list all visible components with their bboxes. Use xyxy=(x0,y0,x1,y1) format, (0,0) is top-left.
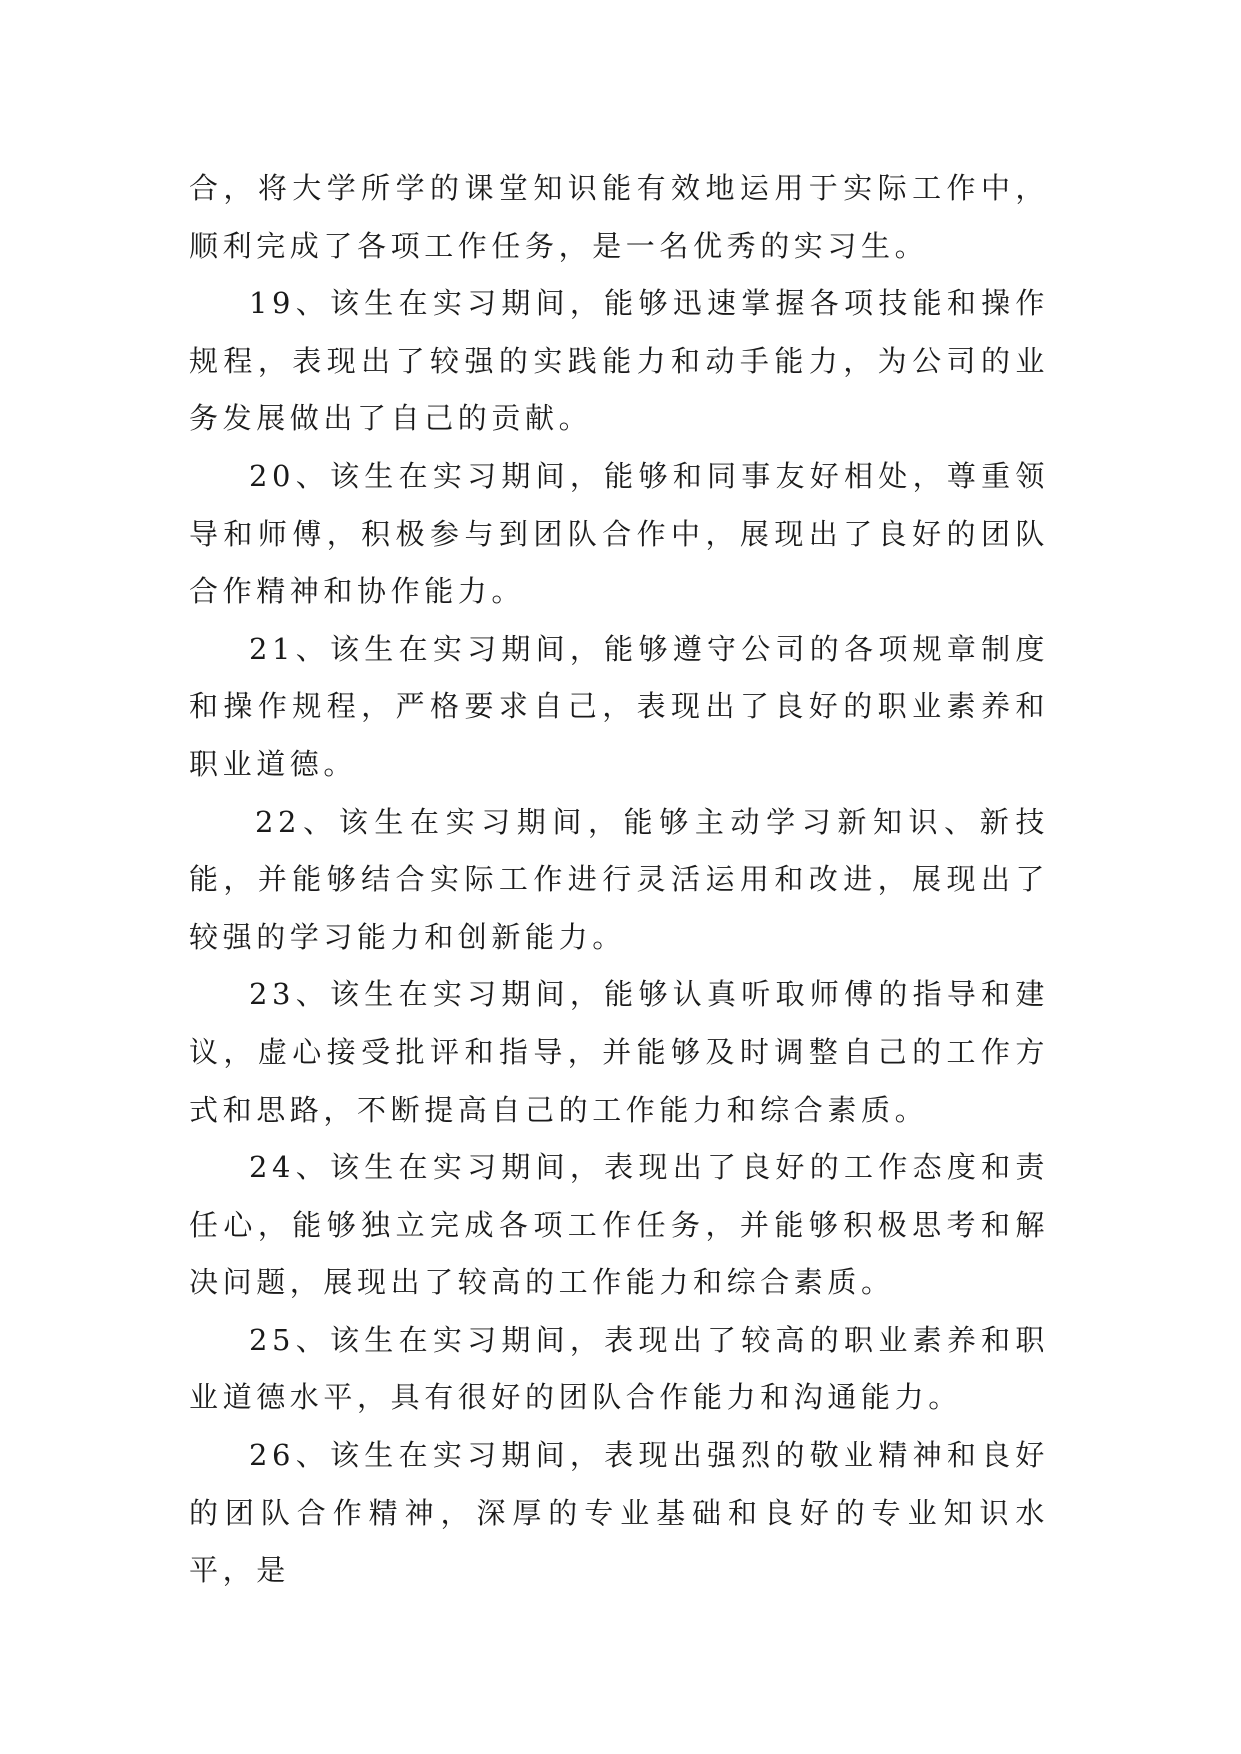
paragraph-24: 24、该生在实习期间，表现出了良好的工作态度和责任心，能够独立完成各项工作任务，并能够积极思考和解决问题，展现出了较高的工作能力和综合素质。 xyxy=(189,1150,1049,1300)
document-body xyxy=(189,160,1049,1600)
paragraph-20: 20、该生在实习期间，能够和同事友好相处，尊重领导和师傅，积极参与到团队合作中，展现出了良好的团队合作精神和协作能力。 xyxy=(189,458,1049,609)
paragraph-25: 25、该生在实习期间，表现出了较高的职业素养和职业道德水平，具有很好的团队合作能力和沟通能力。 xyxy=(189,1322,1049,1415)
paragraph-21: 21、该生在实习期间，能够遵守公司的各项规章制度和操作规程，严格要求自己，表现出了良好的职业素养和职业道德。 xyxy=(189,631,1049,781)
paragraph-26: 26、该生在实习期间，表现出强烈的敬业精神和良好的团队合作精神，深厚的专业基础和良好的专业知识水平，是 xyxy=(189,1438,1049,1588)
paragraph-22: 22、该生在实习期间，能够主动学习新知识、新技能，并能够结合实际工作进行灵活运用和改进，展现出了较强的学习能力和创新能力。 xyxy=(189,804,1049,954)
paragraph-continuation: 合，将大学所学的课堂知识能有效地运用于实际工作中，顺利完成了各项工作任务，是一名优秀的实习生。 xyxy=(189,171,1049,263)
paragraph-23: 23、该生在实习期间，能够认真听取师傅的指导和建议，虚心接受批评和指导，并能够及时调整自己的工作方式和思路，不断提高自己的工作能力和综合素质。 xyxy=(189,977,1049,1127)
paragraph-19: 19、该生在实习期间，能够迅速掌握各项技能和操作规程，表现出了较强的实践能力和动手能力，为公司的业务发展做出了自己的贡献。 xyxy=(189,286,1049,436)
